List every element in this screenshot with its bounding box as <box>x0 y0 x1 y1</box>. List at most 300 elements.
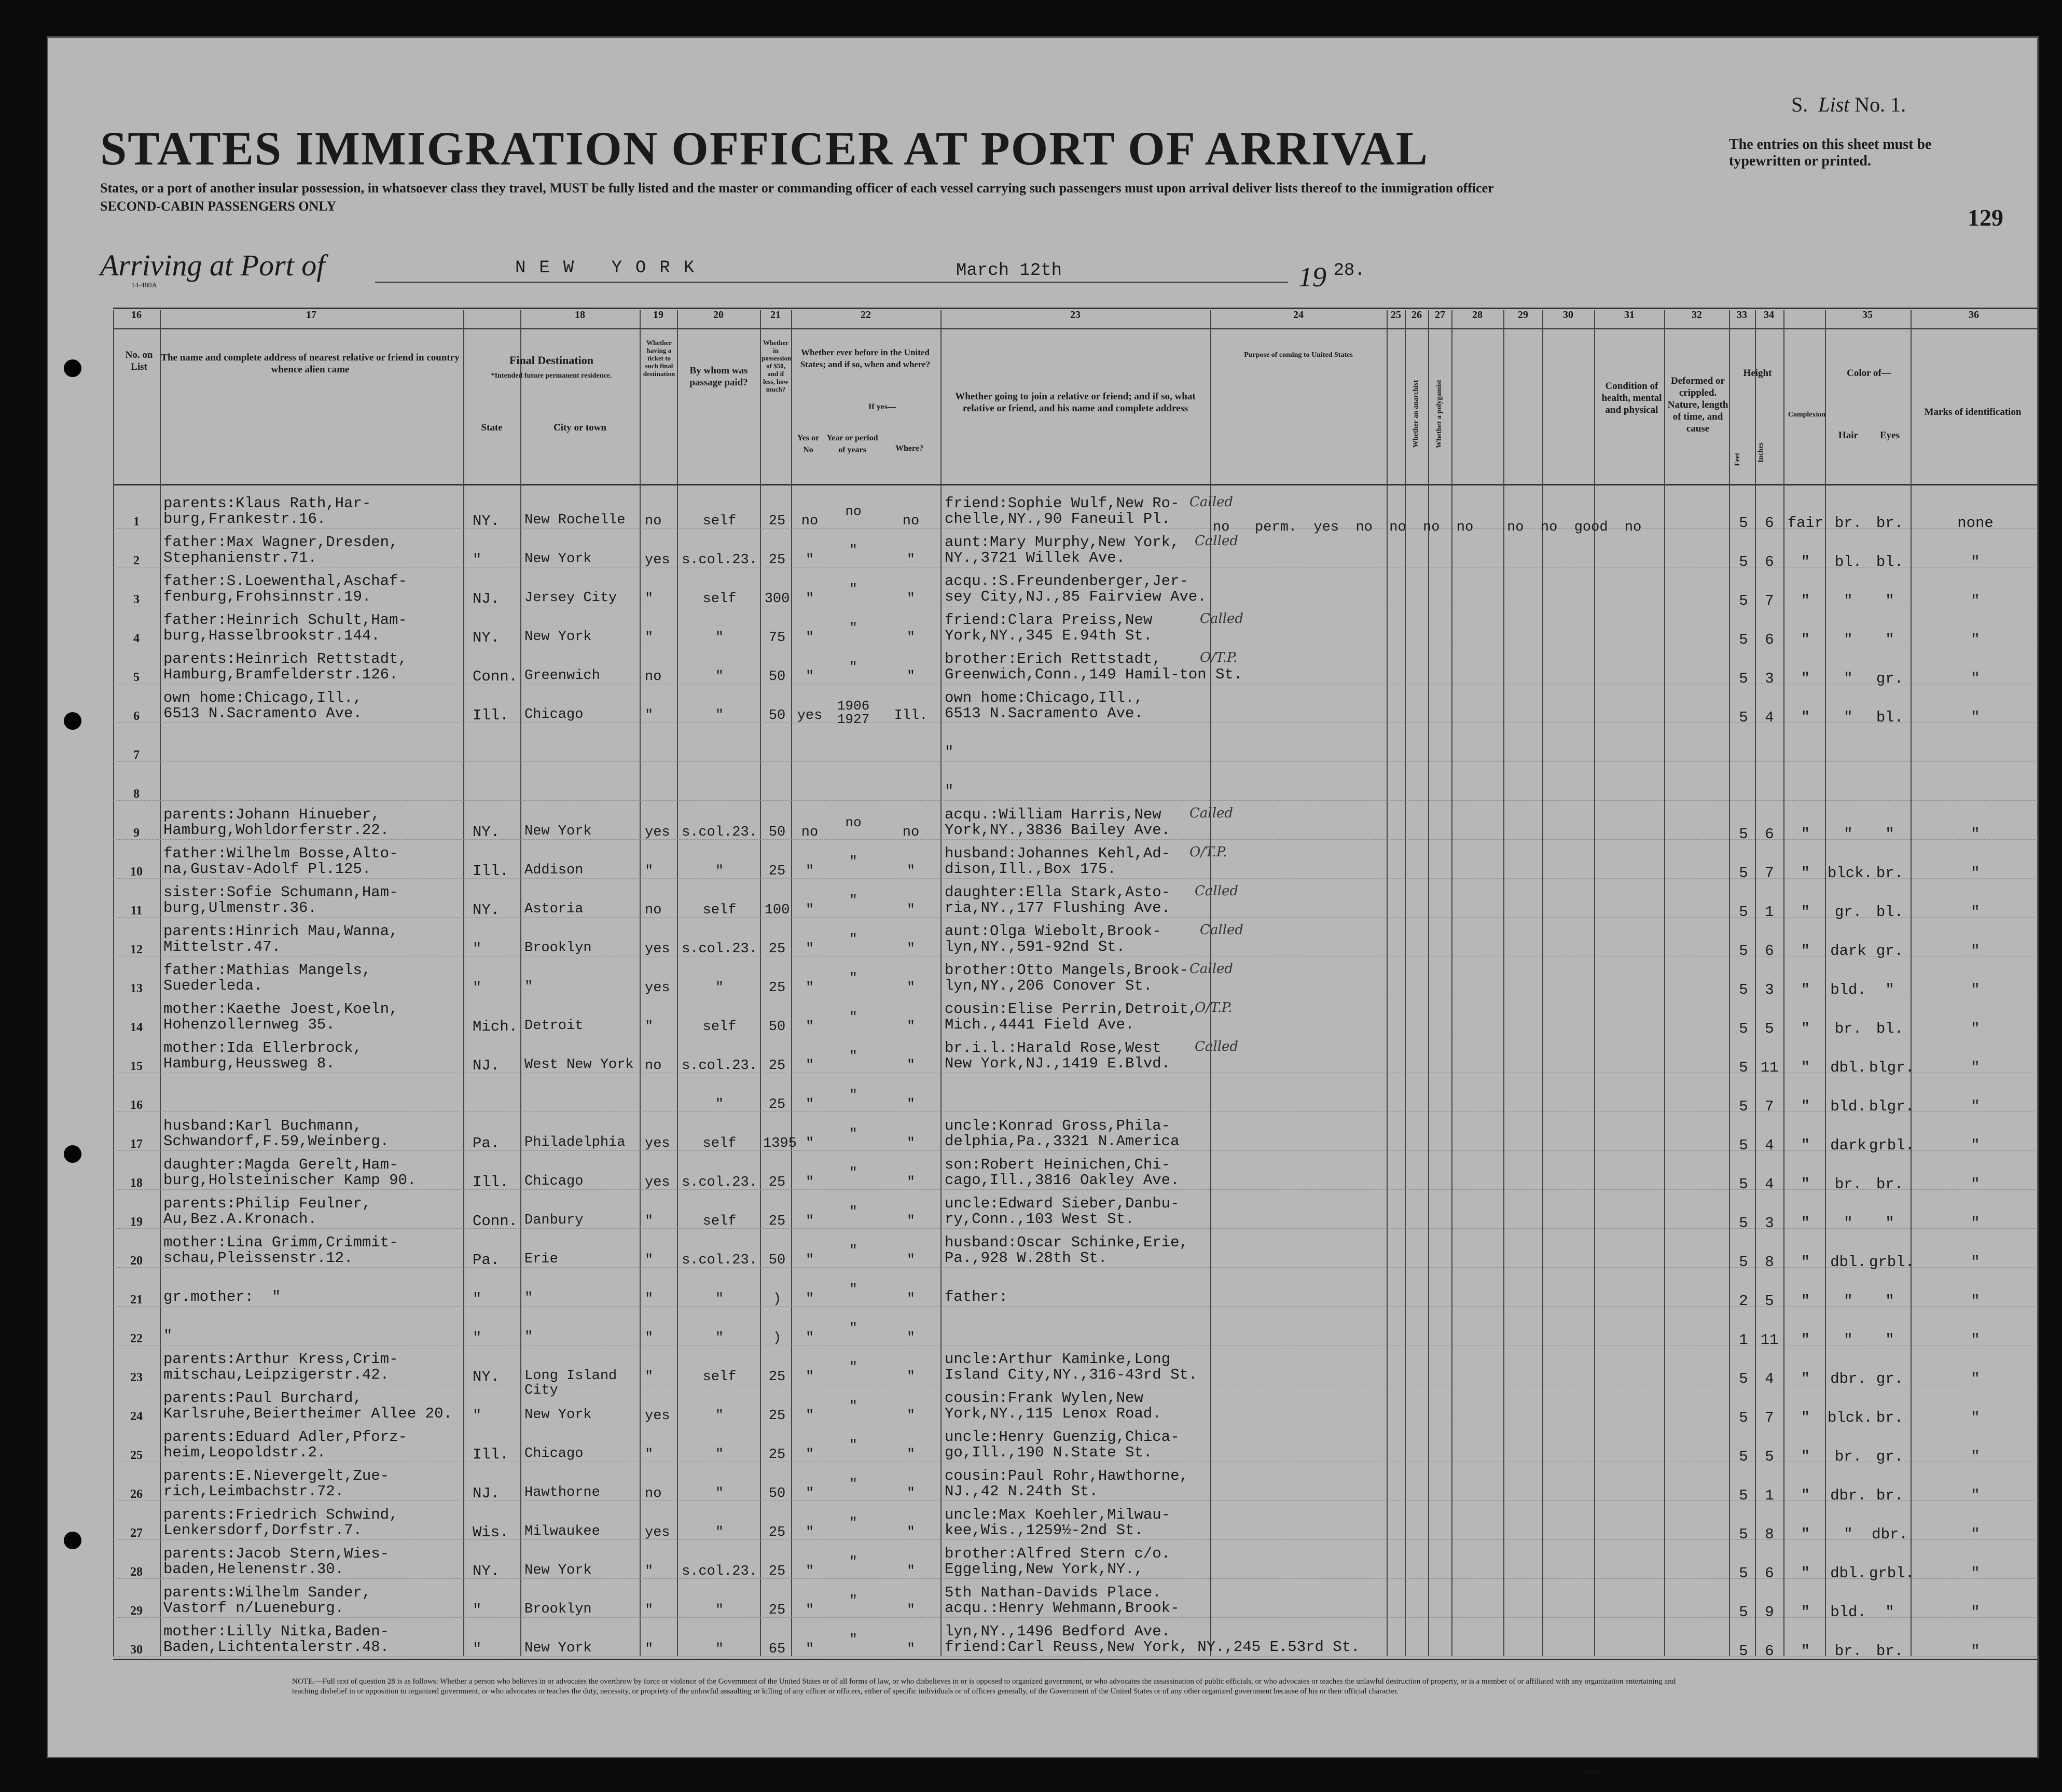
joining-line-2: ry,Conn.,103 West St. <box>945 1211 1134 1228</box>
destination-state: NJ. <box>473 1057 500 1074</box>
before-where: " <box>906 902 916 918</box>
joining-line-1: husband:Oscar Schinke,Erie, <box>945 1234 1188 1251</box>
relative-line-1: mother:Ida Ellerbrock, <box>163 1039 362 1057</box>
joining-line-2: acqu.:Henry Wehmann,Brook- <box>945 1600 1180 1617</box>
ticket-status: " <box>645 1291 654 1307</box>
destination-city: New Rochelle <box>524 512 626 528</box>
money-amount: 25 <box>768 1447 786 1463</box>
before-in-us: " <box>805 1019 814 1035</box>
punch-hole <box>64 359 81 377</box>
complexion: " <box>1801 826 1810 843</box>
column-divider <box>1729 310 1730 1656</box>
before-in-us: " <box>805 552 814 568</box>
money-amount: 25 <box>768 941 786 957</box>
joining-line-2: Mich.,4441 Field Ave. <box>945 1016 1134 1033</box>
ticket-status: " <box>645 630 654 646</box>
passage-paid-by: s.col.23. <box>682 1058 757 1074</box>
joining-line-2: Pa.,928 W.28th St. <box>945 1249 1108 1267</box>
relative-line-1: father:S.Loewenthal,Aschaf- <box>163 573 407 590</box>
ticket-status: yes <box>645 1175 670 1190</box>
column-divider <box>1755 310 1756 1656</box>
complexion: " <box>1801 1020 1810 1037</box>
joining-line-1: brother:Otto Mangels,Brook- <box>945 962 1188 979</box>
relative-line-2: " <box>163 1327 173 1344</box>
identification-marks: " <box>1971 631 1980 648</box>
identification-marks: " <box>1971 1604 1980 1621</box>
header-paid-by: By whom was passage paid? <box>689 365 748 388</box>
column-number: 19 <box>653 309 663 321</box>
passage-paid-by: self <box>702 1136 737 1151</box>
before-years: " <box>849 1359 857 1375</box>
before-in-us: " <box>805 1214 814 1229</box>
relative-line-1: parents:Klaus Rath,Har- <box>163 495 371 512</box>
list-number <box>1791 92 1906 117</box>
row-number: 11 <box>130 904 143 918</box>
row-number: 29 <box>130 1604 143 1618</box>
ticket-status: no <box>645 1058 662 1074</box>
eye-color: blgr. <box>1869 1059 1915 1076</box>
passage-paid-by: " <box>715 1603 724 1618</box>
eye-color: gr. <box>1876 1448 1904 1465</box>
handwritten-note: Called <box>1195 883 1239 899</box>
joining-line-1: acqu.:William Harris,New <box>945 806 1161 823</box>
ticket-status: " <box>645 1447 654 1463</box>
eye-color: br. <box>1876 1487 1904 1504</box>
before-where: " <box>906 1369 916 1385</box>
hair-color: " <box>1844 1215 1853 1232</box>
hair-color: " <box>1844 670 1853 687</box>
height-feet: 5 <box>1739 1020 1748 1037</box>
before-in-us: " <box>805 1486 814 1502</box>
ticket-status: yes <box>645 1408 670 1424</box>
destination-state: NJ. <box>473 590 500 607</box>
height-feet: 5 <box>1739 1059 1748 1076</box>
row-number: 20 <box>130 1254 143 1268</box>
hair-color: br. <box>1834 1643 1862 1660</box>
column-number: 36 <box>1969 309 1979 321</box>
height-feet: 5 <box>1739 1448 1748 1465</box>
height-inches: 8 <box>1765 1526 1774 1543</box>
column-number: 16 <box>131 309 142 321</box>
header-hair: Hair <box>1838 430 1858 441</box>
ticket-status: no <box>645 513 662 529</box>
joining-line-2: father: <box>945 1288 1008 1305</box>
column-number: 24 <box>1293 309 1304 321</box>
column-number-border <box>113 328 2038 329</box>
joining-line-2: sey City,NJ.,85 Fairview Ave. <box>945 588 1207 605</box>
before-in-us: " <box>805 669 814 685</box>
hair-color: bl. <box>1834 553 1862 571</box>
eye-color: br. <box>1876 515 1904 532</box>
relative-line-2: Hamburg,Heussweg 8. <box>163 1055 335 1072</box>
eye-color: grbl. <box>1869 1137 1915 1154</box>
row-number: 25 <box>130 1449 143 1462</box>
ticket-status: yes <box>645 941 670 957</box>
joining-line-1: brother:Alfred Stern c/o. <box>945 1545 1171 1562</box>
passage-paid-by: self <box>702 1019 737 1035</box>
eye-color: " <box>1885 1215 1894 1232</box>
destination-state: Ill. <box>473 1446 509 1463</box>
height-inches: 5 <box>1765 1448 1774 1465</box>
destination-state: Ill. <box>473 863 509 880</box>
header-before-us: Whether ever before in the United States; and if so, when and where? <box>800 348 931 369</box>
before-in-us: " <box>805 941 814 957</box>
joining-line-2: ria,NY.,177 Flushing Ave. <box>945 899 1171 916</box>
column-divider <box>791 310 792 1656</box>
complexion: " <box>1801 1487 1810 1504</box>
complexion: " <box>1801 670 1810 687</box>
height-feet: 5 <box>1739 1370 1748 1387</box>
form-code: 14-480A <box>131 282 157 289</box>
before-in-us: " <box>805 1097 814 1113</box>
column-divider <box>1387 310 1388 1656</box>
before-where: " <box>906 1253 916 1268</box>
before-years: " <box>849 1554 857 1569</box>
ticket-status: " <box>645 1369 654 1385</box>
before-where: " <box>906 1058 916 1074</box>
height-feet: 5 <box>1739 515 1748 532</box>
height-inches: 7 <box>1765 865 1774 882</box>
row-number: 26 <box>130 1488 143 1501</box>
before-where: " <box>906 1330 916 1346</box>
before-where: " <box>906 1214 916 1229</box>
passage-paid-by: " <box>715 1097 724 1113</box>
destination-city: Greenwich <box>524 668 600 684</box>
handwritten-note: O/T.P. <box>1195 1000 1233 1016</box>
relative-line-1: parents:Eduard Adler,Pforz- <box>163 1428 407 1446</box>
column-number: 29 <box>1518 309 1528 321</box>
height-inches: 6 <box>1765 515 1774 532</box>
money-amount: 50 <box>768 1486 786 1502</box>
relative-line-1: parents:Arthur Kress,Crim- <box>163 1351 398 1368</box>
complexion: " <box>1801 1409 1810 1426</box>
header-feet: Feet <box>1734 453 1741 466</box>
punch-hole <box>64 1532 81 1549</box>
destination-state: " <box>473 1407 482 1424</box>
height-feet: 5 <box>1739 553 1748 571</box>
destination-state: " <box>473 1641 482 1658</box>
row-number: 1 <box>133 515 140 529</box>
before-where: " <box>906 864 916 879</box>
header-height: Height <box>1743 368 1772 379</box>
joining-line-2: lyn,NY.,591-92nd St. <box>945 938 1126 955</box>
before-in-us: " <box>805 980 814 996</box>
identification-marks: " <box>1971 1293 1980 1310</box>
relative-line-2: Au,Bez.A.Kronach. <box>163 1211 317 1228</box>
before-years: " <box>849 1398 857 1414</box>
destination-state: Wis. <box>473 1524 509 1541</box>
eye-color: " <box>1885 826 1894 843</box>
joining-line-2: York,NY.,3836 Bailey Ave. <box>945 822 1171 839</box>
before-years: 1906 1927 <box>837 698 870 727</box>
sheet-number: 129 <box>1968 204 2003 231</box>
money-amount: 25 <box>768 1408 786 1424</box>
height-inches: 3 <box>1765 981 1774 998</box>
height-inches: 5 <box>1765 1293 1774 1310</box>
row-number: 10 <box>130 865 143 879</box>
relative-line-2: burg,Ulmenstr.36. <box>163 899 317 916</box>
before-in-us: " <box>805 1603 814 1618</box>
before-in-us: no <box>801 513 819 529</box>
hair-color: bld. <box>1830 1098 1866 1115</box>
joining-line-2: cago,Ill.,3816 Oakley Ave. <box>945 1172 1180 1189</box>
column-number: 31 <box>1624 309 1635 321</box>
joining-line-1: aunt:Mary Murphy,New York, <box>945 534 1180 551</box>
destination-state: NJ. <box>473 1485 500 1502</box>
destination-city: Addison <box>524 863 584 878</box>
destination-city: Erie <box>524 1252 558 1267</box>
height-inches: 7 <box>1765 1409 1774 1426</box>
handwritten-note: O/T.P. <box>1200 650 1238 665</box>
destination-city: Brooklyn <box>524 940 592 956</box>
before-years: " <box>849 1009 857 1025</box>
joining-line-2: go,Ill.,190 N.State St. <box>945 1444 1153 1461</box>
height-feet: 5 <box>1739 1643 1748 1660</box>
column-number: 30 <box>1563 309 1573 321</box>
year-prefix: 19 <box>1298 261 1326 293</box>
destination-city: Jersey City <box>524 590 617 606</box>
complexion: " <box>1801 942 1810 960</box>
money-amount: ) <box>772 1291 782 1307</box>
destination-city: Astoria <box>524 901 584 917</box>
row-number: 17 <box>130 1137 143 1151</box>
relative-line-1: parents:Johann Hinueber, <box>163 806 380 823</box>
relative-line-2: Lenkersdorf,Dorfstr.7. <box>163 1522 362 1539</box>
ticket-status: " <box>645 708 654 724</box>
height-feet: 5 <box>1739 981 1748 998</box>
identification-marks: " <box>1971 1215 1980 1232</box>
destination-state: Conn. <box>473 1213 518 1230</box>
relative-line-2: 6513 N.Sacramento Ave. <box>163 705 362 722</box>
before-in-us: " <box>805 630 814 646</box>
handwritten-note: Called <box>1195 533 1239 549</box>
relative-line-2: fenburg,Frohsinnstr.19. <box>163 588 371 605</box>
ticket-status: no <box>645 902 662 918</box>
row-number: 22 <box>130 1332 143 1345</box>
complexion: " <box>1801 981 1810 998</box>
identification-marks: " <box>1971 709 1980 726</box>
eye-color: gr. <box>1876 1370 1904 1387</box>
money-amount: 25 <box>768 1525 786 1540</box>
passage-paid-by: " <box>715 708 724 724</box>
destination-state: NY. <box>473 1368 500 1385</box>
column-divider <box>1825 310 1826 1656</box>
destination-state: NY. <box>473 629 500 646</box>
hair-color: br. <box>1834 1448 1862 1465</box>
identification-marks: " <box>1971 1020 1980 1037</box>
column-divider <box>640 310 641 1656</box>
before-years: " <box>849 970 857 986</box>
joining-line-1: cousin:Paul Rohr,Hawthorne, <box>945 1467 1188 1484</box>
header-polygamist: Whether a polygamist <box>1435 380 1443 448</box>
row-number: 23 <box>130 1371 143 1384</box>
relative-line-2: Hamburg,Wohldorferstr.22. <box>163 822 390 839</box>
row-number: 6 <box>133 710 140 723</box>
ticket-status: " <box>645 1214 654 1229</box>
relative-line-1: father:Heinrich Schult,Ham- <box>163 612 407 629</box>
column-divider <box>160 310 161 1656</box>
eye-color: grbl. <box>1869 1254 1915 1271</box>
money-amount: 25 <box>768 1097 786 1113</box>
hair-color: dbl. <box>1830 1254 1866 1271</box>
height-feet: 5 <box>1739 592 1748 609</box>
joining-line-1: daughter:Ella Stark,Asto- <box>945 884 1171 901</box>
header-yes-no: Yes or No <box>797 434 820 454</box>
before-years: " <box>849 1321 857 1336</box>
joining-line-2: kee,Wis.,1259½-2nd St. <box>945 1522 1143 1539</box>
ticket-status: " <box>645 1330 654 1346</box>
joining-line-2: dison,Ill.,Box 175. <box>945 860 1116 878</box>
eye-color: " <box>1885 1604 1894 1621</box>
header-anarchist: Whether an anarchist <box>1412 380 1420 448</box>
answers-24-to-32: no perm. yes no no no no no no good no <box>1213 520 1642 535</box>
complexion: " <box>1801 1643 1810 1660</box>
relative-line-2: Vastorf n/Lueneburg. <box>163 1600 344 1617</box>
before-years: " <box>849 620 857 636</box>
eye-color: grbl. <box>1869 1565 1915 1582</box>
entries-note: The entries on this sheet must be typewritten or printed. <box>1729 136 1932 169</box>
height-inches: 11 <box>1760 1331 1779 1349</box>
money-amount: 65 <box>768 1642 786 1657</box>
column-divider <box>2038 310 2039 1656</box>
column-divider <box>1428 310 1429 1656</box>
destination-city: " <box>524 1329 533 1345</box>
identification-marks: " <box>1971 1487 1980 1504</box>
height-feet: 2 <box>1739 1293 1748 1310</box>
before-years: " <box>849 1243 857 1258</box>
destination-city: New York <box>524 1563 592 1578</box>
joining-line-2: Eggeling,New York,NY., <box>945 1561 1143 1578</box>
header-city: City or town <box>553 422 607 433</box>
before-years: " <box>849 1204 857 1219</box>
joining-line-2: NY.,3721 Willek Ave. <box>945 549 1126 566</box>
ticket-status: " <box>645 1253 654 1268</box>
hair-color: dbl. <box>1830 1565 1866 1582</box>
joining-line-1: son:Robert Heinichen,Chi- <box>945 1156 1171 1173</box>
before-years: " <box>849 1048 857 1064</box>
before-in-us: no <box>801 825 819 840</box>
identification-marks: " <box>1971 942 1980 960</box>
destination-city: New York <box>524 1641 592 1656</box>
handwritten-note: Called <box>1189 961 1234 977</box>
destination-state: NY. <box>473 1563 500 1580</box>
relative-line-2: na,Gustav-Adolf Pl.125. <box>163 860 371 878</box>
complexion: " <box>1801 1448 1810 1465</box>
money-amount: 25 <box>768 1175 786 1190</box>
relative-line-1: mother:Lina Grimm,Crimmit- <box>163 1234 398 1251</box>
arriving-label: Arriving at Port of <box>100 248 325 282</box>
header-eyes: Eyes <box>1880 430 1900 441</box>
before-where: " <box>906 1447 916 1463</box>
before-where: Ill. <box>894 708 928 724</box>
joining-line-1: uncle:Max Koehler,Milwau- <box>945 1506 1171 1523</box>
passage-paid-by: " <box>715 864 724 879</box>
before-where: " <box>906 1019 916 1035</box>
punch-hole <box>64 1145 81 1163</box>
before-in-us: " <box>805 1175 814 1190</box>
height-feet: 5 <box>1739 709 1748 726</box>
height-inches: 7 <box>1765 592 1774 609</box>
height-inches: 1 <box>1765 1487 1774 1504</box>
destination-city: " <box>524 1290 533 1306</box>
before-where: " <box>906 1408 916 1424</box>
column-divider <box>1783 310 1784 1656</box>
identification-marks: " <box>1971 1565 1980 1582</box>
header-ticket: Whether having a ticket to such final destination <box>643 339 675 378</box>
before-where: " <box>906 1291 916 1307</box>
eye-color: " <box>1885 592 1894 609</box>
before-in-us: " <box>805 1330 814 1346</box>
money-amount: 25 <box>768 864 786 879</box>
height-inches: 6 <box>1765 942 1774 960</box>
ticket-status: " <box>645 1564 654 1579</box>
row-number: 5 <box>133 671 140 684</box>
ticket-status: yes <box>645 980 670 996</box>
destination-city: West New York <box>524 1057 634 1073</box>
row-number: 19 <box>130 1215 143 1229</box>
destination-state: Pa. <box>473 1252 500 1269</box>
row-number: 24 <box>130 1410 143 1423</box>
money-amount: 50 <box>768 708 786 724</box>
row-number: 3 <box>133 593 140 606</box>
hair-color: dark <box>1830 942 1866 960</box>
ticket-status: " <box>645 1642 654 1657</box>
height-feet: 5 <box>1739 865 1748 882</box>
eye-color: gr. <box>1876 942 1904 960</box>
relative-line-2: rich,Leimbachstr.72. <box>163 1483 344 1500</box>
destination-state: Mich. <box>473 1018 518 1035</box>
passage-paid-by: " <box>715 630 724 646</box>
identification-marks: " <box>1971 1059 1980 1076</box>
header-where: Where? <box>895 444 923 453</box>
joining-line-2: " <box>945 783 954 800</box>
before-years: " <box>849 1632 857 1647</box>
row-separator <box>113 761 2038 762</box>
eye-color: dbr. <box>1872 1526 1908 1543</box>
before-in-us: " <box>805 1408 814 1424</box>
passage-paid-by: " <box>715 669 724 685</box>
destination-city: Danbury <box>524 1213 584 1228</box>
relative-line-2: burg,Frankestr.16. <box>163 510 326 527</box>
destination-state: " <box>473 1290 482 1308</box>
complexion: " <box>1801 1176 1810 1193</box>
hair-color: br. <box>1834 1020 1862 1037</box>
hair-color: bld. <box>1830 1604 1866 1621</box>
joining-line-1: cousin:Elise Perrin,Detroit, <box>945 1001 1198 1018</box>
column-divider <box>1210 310 1211 1656</box>
row-number: 27 <box>130 1526 143 1540</box>
complexion: " <box>1801 1137 1810 1154</box>
row-separator <box>113 800 2038 801</box>
height-inches: 6 <box>1765 1643 1774 1660</box>
relative-line-1: parents:E.Nievergelt,Zue- <box>163 1467 390 1484</box>
destination-state: " <box>473 979 482 996</box>
joining-line-2: New York,NJ.,1419 E.Blvd. <box>945 1055 1171 1072</box>
joining-line-2: chelle,NY.,90 Faneuil Pl. <box>945 510 1171 527</box>
eye-color: " <box>1885 1331 1894 1349</box>
row-number: 15 <box>130 1060 143 1073</box>
destination-state: " <box>473 1602 482 1619</box>
column-divider <box>760 310 761 1656</box>
header-if-yes: If yes— <box>868 402 896 411</box>
row-number: 7 <box>133 748 140 762</box>
height-inches: 11 <box>1760 1059 1779 1076</box>
eye-color: gr. <box>1876 670 1904 687</box>
year-suffix: 28. <box>1333 261 1365 281</box>
column-divider <box>1594 310 1595 1656</box>
joining-line-2: Island City,NY.,316-43rd St. <box>945 1366 1198 1383</box>
money-amount: 25 <box>768 1214 786 1229</box>
